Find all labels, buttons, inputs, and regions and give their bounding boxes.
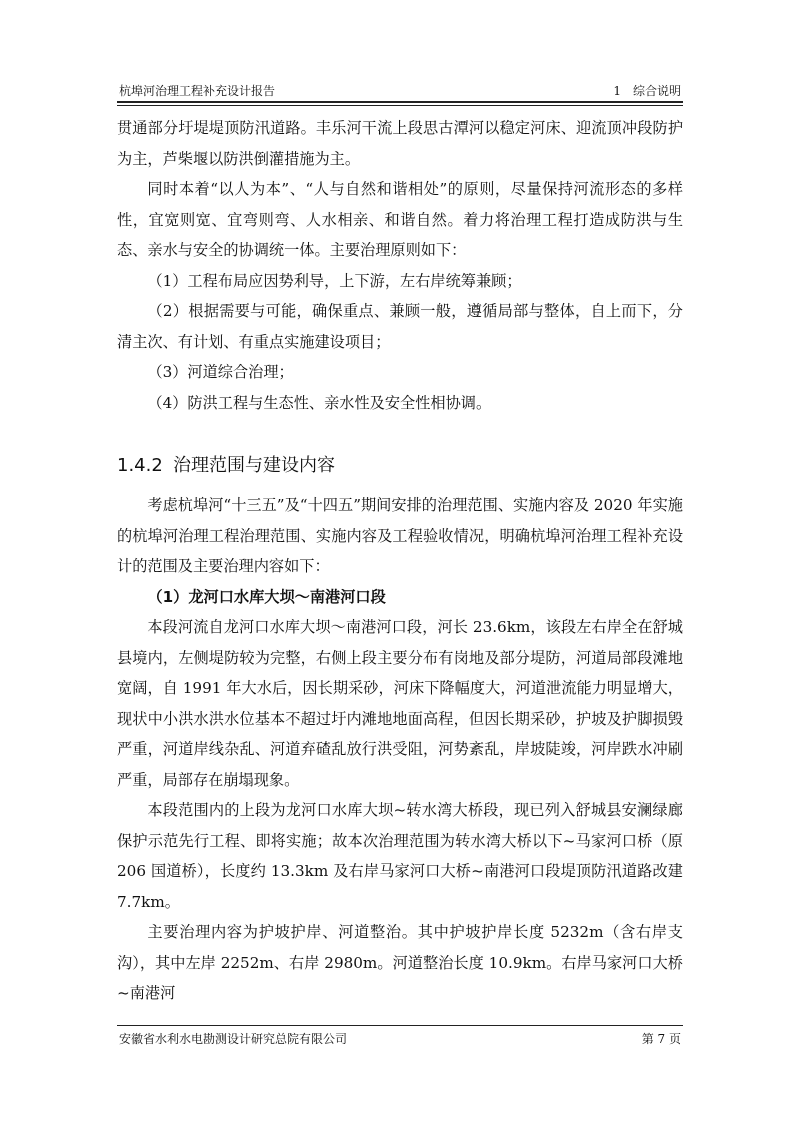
principle-item: （1）工程布局应因势利导，上下游，左右岸统筹兼顾； bbox=[147, 271, 522, 290]
page-number: 第 7 页 bbox=[641, 1032, 681, 1046]
body-text-top bbox=[117, 113, 683, 418]
paragraph: 本段河流自龙河口水库大坝～南港河口段，河长 23.6km，该段左右岸全在舒城县境内，左侧堤防较为完整，右侧上段主要分布有岗地及部分堤防，河道局部段滩地宽阔，自 1991 年大水后，因长期采砂，河床下降幅度大，河道泄流能力明显增大，现状中小洪水洪水位基本不超过圩内滩地地面高程，但因长期采砂，护坡及护脚损毁严重，河道岸线杂乱、河道弃碴乱放行洪受阻，河势紊乱，岸坡陡竣，河岸跌水冲刷严重，局部存在崩塌现象。 bbox=[117, 618, 683, 789]
section-heading bbox=[117, 448, 683, 484]
principle-item: （3）河道综合治理； bbox=[147, 363, 294, 381]
page-header bbox=[117, 80, 683, 102]
paragraph: 贯通部分圩堤堤顶防汛道路。丰乐河干流上段思古潭河以稳定河床、迎流顶冲段防护为主，芦柴堰以防洪倒灌措施为主。 bbox=[117, 119, 683, 168]
footer-divider bbox=[117, 1025, 683, 1026]
paragraph: 本段范围内的上段为龙河口水库大坝~转水湾大桥段，现已列入舒城县安澜绿廊保护示范先行工程、即将实施；故本次治理范围为转水湾大桥以下~马家河口桥（原 206 国道桥），长度约 13.3km 及右岸马家河口大桥~南港河口段堤顶防汛道路改建 7.7km。 bbox=[117, 801, 683, 911]
page-footer bbox=[117, 1030, 683, 1050]
subsection-heading: （1）龙河口水库大坝～南港河口段 bbox=[147, 587, 386, 606]
paragraph: 同时本着“以人为本”、“人与自然和谐相处”的原则，尽量保持河流形态的多样性，宜宽则宽、宜弯则弯、人水相亲、和谐自然。着力将治理工程打造成防洪与生态、亲水与安全的协调统一体。主要治理原则如下： bbox=[117, 180, 683, 259]
header-report-title: 杭埠河治理工程补充设计报告 bbox=[119, 84, 276, 98]
paragraph: 主要治理内容为护坡护岸、河道整治。其中护坡护岸长度 5232m（含右岸支沟），其中左岸 2252m、右岸 2980m。河道整治长度 10.9km。右岸马家河口大桥~南港河 bbox=[117, 923, 683, 1002]
section-number: 1.4.2 bbox=[117, 455, 163, 476]
section-title: 治理范围与建设内容 bbox=[173, 455, 335, 476]
header-divider-thin bbox=[117, 105, 683, 106]
footer-company: 安徽省水利水电勘测设计研究总院有限公司 bbox=[119, 1032, 348, 1046]
body-text-bottom bbox=[117, 490, 683, 1009]
principle-item: （2）根据需要与可能，确保重点、兼顾一般，遵循局部与整体，自上而下，分清主次、有计划、有重点实施建设项目； bbox=[117, 302, 683, 351]
principle-item: （4）防洪工程与生态性、亲水性及安全性相协调。 bbox=[147, 393, 492, 412]
header-section-label: 1 综合说明 bbox=[613, 84, 681, 98]
paragraph: 考虑杭埠河“十三五”及“十四五”期间安排的治理范围、实施内容及 2020 年实施的杭埠河治理工程治理范围、实施内容及工程验收情况，明确杭埠河治理工程补充设计的范围及主要治理内容如下： bbox=[117, 496, 683, 575]
header-divider bbox=[117, 101, 683, 103]
